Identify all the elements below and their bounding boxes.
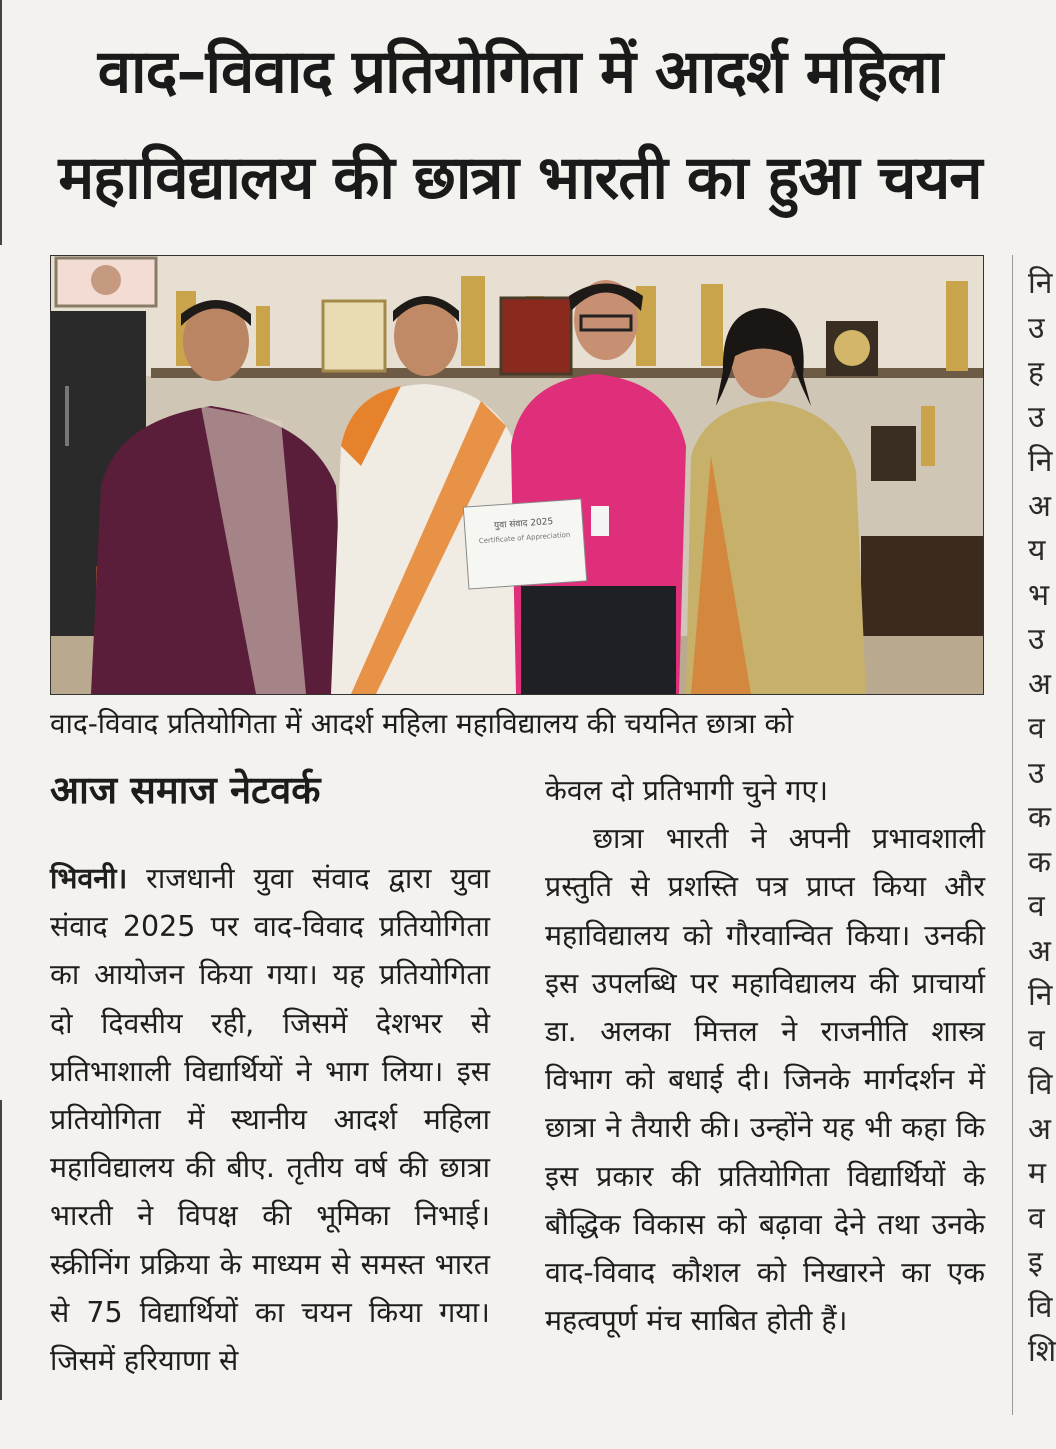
adjacent-column-fragment: व: [1028, 1200, 1045, 1236]
headline-line-1: वाद–विवाद प्रतियोगिता में आदर्श महिला: [97, 37, 943, 107]
article-column-1: [50, 855, 490, 1385]
adjacent-column-fragment: वि: [1028, 1289, 1053, 1325]
adjacent-column-fragment: अ: [1028, 1111, 1051, 1147]
certificate-line-2: Certificate of Appreciation: [478, 530, 571, 546]
adjacent-column-fragment: नि: [1028, 266, 1053, 301]
adjacent-column-fragment: अ: [1028, 933, 1051, 969]
adjacent-column-fragment: नि: [1028, 978, 1053, 1013]
photo-caption: वाद-विवाद प्रतियोगिता में आदर्श महिला महाविद्यालय की चयनित छात्रा को: [50, 707, 794, 740]
adjacent-column-fragment: उ: [1028, 310, 1045, 346]
left-margin-rule-bottom: [0, 1100, 2, 1400]
adjacent-column-fragment: अ: [1028, 488, 1051, 524]
article-column-1-text: राजधानी युवा संवाद द्वारा युवा संवाद 2025 पर वाद-विवाद प्रतियोगिता का आयोजन किया गया। यह प्रतियोगिता दो दिवसीय रही, जिसमें देशभर से प्रतिभाशाली विद्यार्थियों ने भाग लिया। इस प्रतियोगिता में स्थानीय आदर्श महिला महाविद्यालय की बीए. तृतीय वर्ष की छात्रा भारती ने विपक्ष की भूमिका निभाई। स्क्रीनिंग प्रक्रिया के माध्यम से समस्त भारत से 75 विद्यार्थियों का चयन किया गया। जिसमें हरियाणा से: [50, 862, 491, 1378]
adjacent-column-fragment: ह: [1028, 355, 1044, 390]
certificate-line-1: युवा संवाद 2025: [493, 516, 554, 532]
adjacent-column-fragment: अ: [1028, 666, 1051, 702]
adjacent-column-fragment: नि: [1028, 444, 1053, 479]
adjacent-column-fragment: व: [1028, 1022, 1045, 1058]
adjacent-column-fragment: य: [1028, 533, 1046, 568]
article-column-2-intro: केवल दो प्रतिभागी चुने गए।: [545, 774, 829, 807]
adjacent-column-fragment: उ: [1028, 622, 1045, 657]
byline: आज समाज नेटवर्क: [50, 768, 321, 812]
adjacent-column-fragment: व: [1028, 711, 1045, 746]
adjacent-column-fragment: क: [1028, 844, 1052, 880]
article-column-2-text: छात्रा भारती ने अपनी प्रभावशाली प्रस्तुति से प्रशस्ति पत्र प्राप्त किया और महाविद्यालय को गौरवान्वित किया। उनकी इस उपलब्धि पर महाविद्यालय की प्राचार्या डा. अलका मित्तल ने राजनीति शास्त्र विभाग को बधाई दी। जिनके मार्गदर्शन में छात्रा ने तैयारी की। उन्होंने यह भी कहा कि इस प्रकार की प्रतियोगिता विद्यार्थियों के बौद्धिक विकास को बढ़ावा देने तथा उनके वाद-विवाद कौशल को निखारने का एक महत्वपूर्ण मंच साबित होती हैं।: [545, 822, 985, 1338]
headline-line-2: महाविद्यालय की छात्रा भारती का हुआ चयन: [58, 143, 982, 213]
adjacent-column-fragment: उ: [1028, 755, 1045, 791]
adjacent-column-fragment: वि: [1028, 1067, 1053, 1102]
adjacent-column-fragment: म: [1028, 1156, 1046, 1191]
adjacent-column-fragment: उ: [1028, 399, 1045, 435]
dateline: भिवनी।: [50, 862, 128, 895]
adjacent-column-fragment: क: [1028, 800, 1052, 835]
adjacent-column-fragment: इ: [1028, 1245, 1043, 1280]
column-divider-rule: [1012, 255, 1013, 1415]
article-column-2: [545, 767, 985, 1345]
adjacent-column-fragments: [1028, 262, 1056, 1422]
news-photo: [50, 255, 984, 695]
adjacent-column-fragment: शि: [1028, 1334, 1056, 1369]
adjacent-column-fragment: व: [1028, 889, 1045, 924]
adjacent-column-fragment: भ: [1028, 577, 1050, 613]
left-margin-rule-top: [0, 0, 2, 245]
